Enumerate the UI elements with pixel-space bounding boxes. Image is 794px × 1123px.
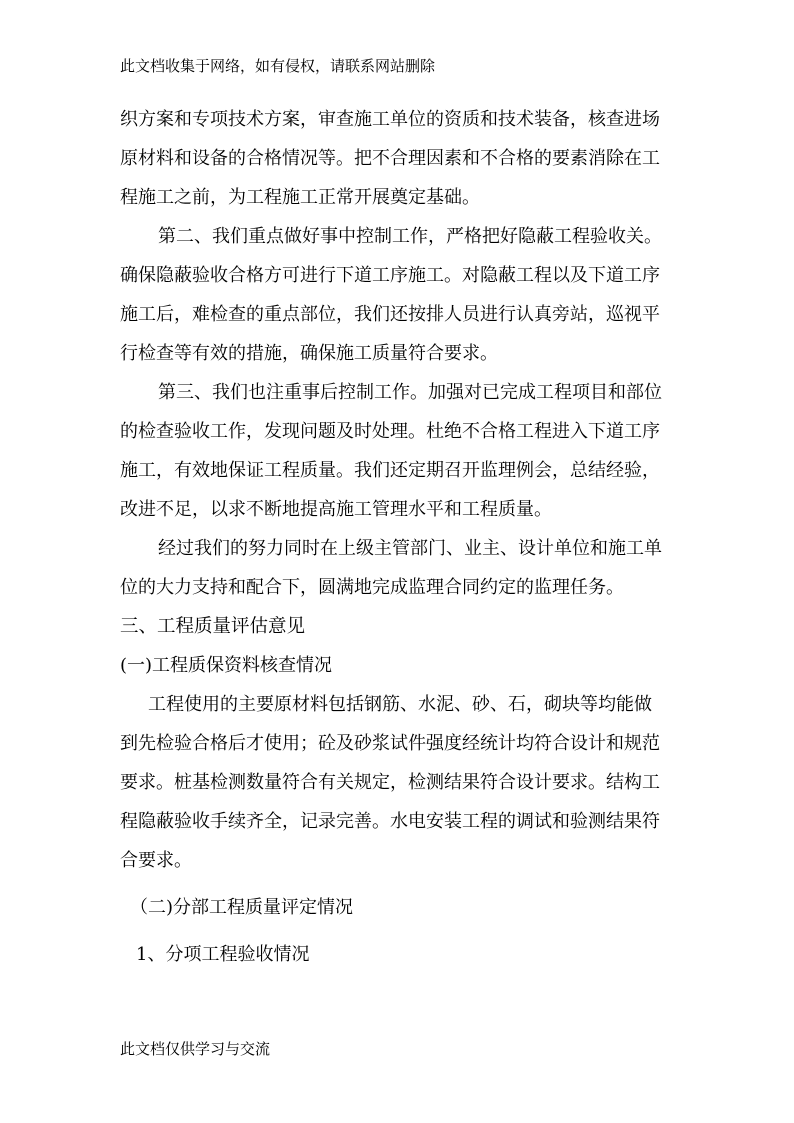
text-line: 确保隐蔽验收合格方可进行下道工序施工。对隐蔽工程以及下道工序 (120, 265, 660, 286)
section-heading: 三、工程质量评估意见 (120, 616, 306, 637)
subsection-heading: (一)工程质保资料核查情况 (120, 655, 333, 676)
paragraph-continuation (120, 100, 680, 217)
subsection-heading: （二)分部工程质量评定情况 (130, 897, 354, 918)
page-header: 此文档收集于网络，如有侵权，请联系网站删除 (120, 57, 436, 75)
text-line: 改进不足，以求不断地提高施工管理水平和工程质量。 (120, 499, 552, 520)
text-line: 第二、我们重点做好事中控制工作，严格把好隐蔽工程验收关。 (158, 226, 662, 247)
text-line: 到先检验合格后才使用；砼及砂浆试件强度经统计均符合设计和规范 (120, 733, 660, 754)
text-line: 工程使用的主要原材料包括钢筋、水泥、砂、石，砌块等均能做 (148, 694, 652, 715)
text-line: 程施工之前，为工程施工正常开展奠定基础。 (120, 187, 480, 208)
paragraph-materials (120, 685, 680, 880)
text-line: 第三、我们也注重事后控制工作。加强对已完成工程项目和部位 (158, 382, 662, 403)
text-line: 经过我们的努力同时在上级主管部门、业主、设计单位和施工单 (158, 538, 662, 559)
text-line: 原材料和设备的合格情况等。把不合理因素和不合格的要素消除在工 (120, 148, 660, 169)
text-line: 的检查验收工作，发现问题及时处理。杜绝不合格工程进入下道工序 (120, 421, 660, 442)
document-body (120, 100, 680, 974)
text-line: 位的大力支持和配合下，圆满地完成监理合同约定的监理任务。 (120, 577, 624, 598)
text-line: 织方案和专项技术方案，审查施工单位的资质和技术装备，核查进场 (120, 109, 660, 130)
subsection-heading: 1、分项工程验收情况 (136, 944, 310, 965)
text-line: 合要求。 (120, 850, 192, 871)
text-line: 施工，有效地保证工程质量。我们还定期召开监理例会，总结经验， (120, 460, 660, 481)
text-line: 要求。桩基检测数量符合有关规定，检测结果符合设计要求。结构工 (120, 772, 660, 793)
paragraph-second-control (120, 217, 680, 373)
page-footer: 此文档仅供学习与交流 (120, 1040, 271, 1058)
paragraph-third-control (120, 373, 680, 529)
text-line: 施工后，难检查的重点部位，我们还按排人员进行认真旁站，巡视平 (120, 304, 660, 325)
text-line: 程隐蔽验收手续齐全，记录完善。水电安装工程的调试和验测结果符 (120, 811, 660, 832)
paragraph-conclusion (120, 529, 680, 607)
text-line: 行检查等有效的措施，确保施工质量符合要求。 (120, 343, 498, 364)
